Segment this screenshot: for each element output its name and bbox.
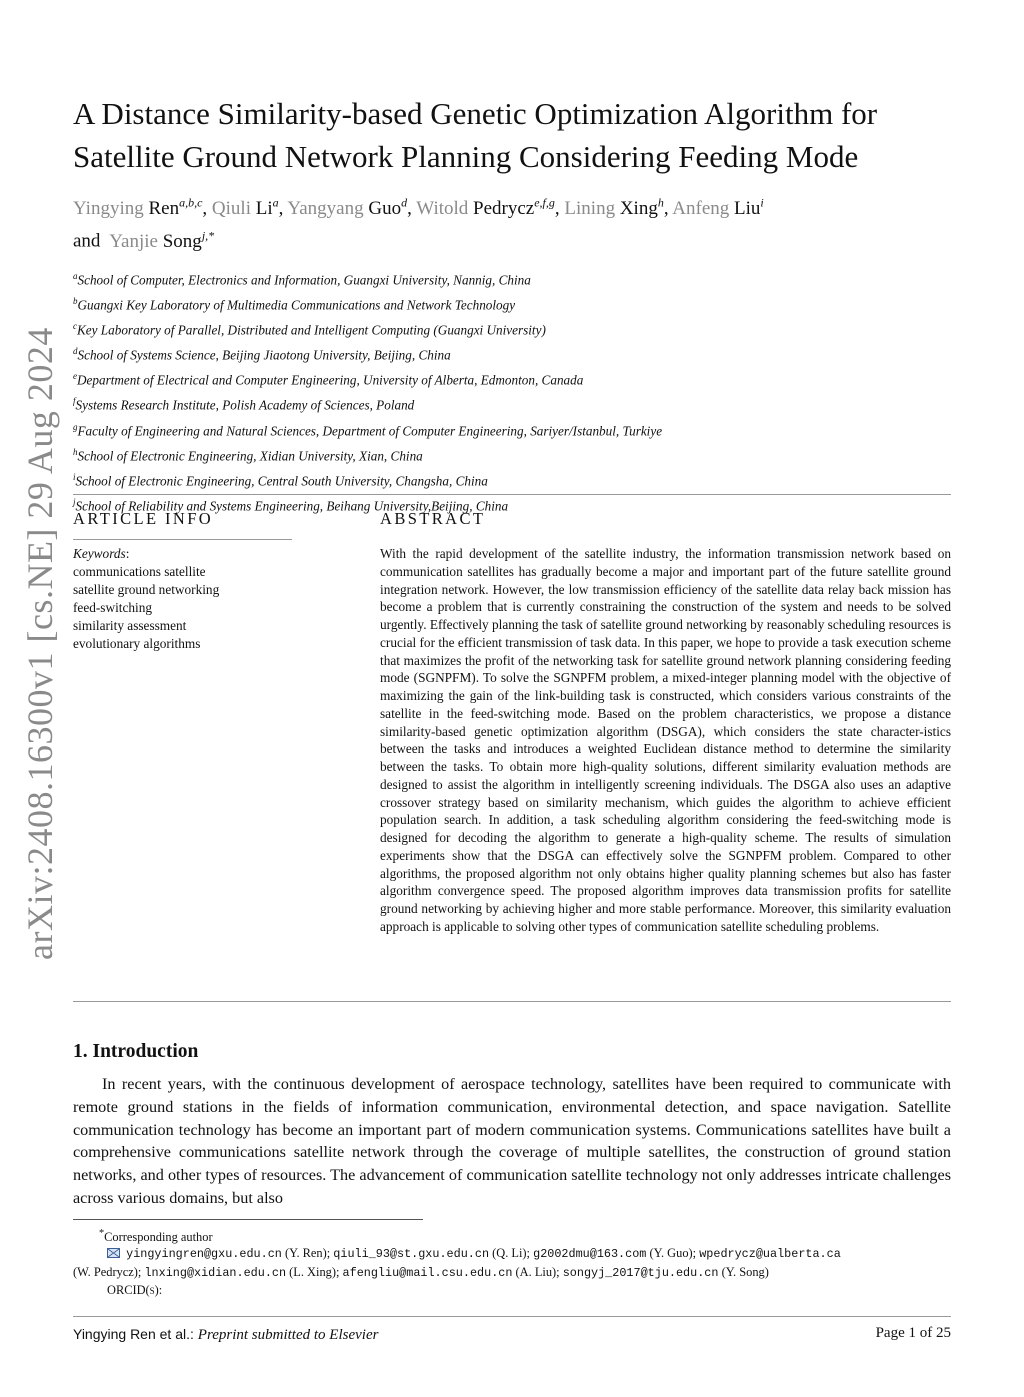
author: Yanjie Song$^{j,*}$ bbox=[109, 228, 215, 252]
divider bbox=[73, 494, 951, 495]
keywords-label: Keywords: bbox=[73, 546, 130, 561]
email-link[interactable]: qiuli_93@st.gxu.edu.cn bbox=[333, 1247, 490, 1261]
footnote-orcid: ORCID(s): bbox=[107, 1283, 163, 1297]
affiliation: $^j$School of Reliability and Systems Engineering, Beihang University,Beijing, China bbox=[73, 496, 509, 514]
divider bbox=[73, 539, 292, 540]
title-line-2: Satellite Ground Network Planning Considering Feeding Mode bbox=[73, 139, 859, 174]
affiliation-list bbox=[73, 266, 951, 517]
envelope-icon bbox=[107, 1248, 120, 1258]
abstract-heading: ABSTRACT bbox=[380, 509, 486, 528]
affiliation: $^g$Faculty of Engineering and Natural Sciences, Department of Computer Engineering, Sariyer/Istanbul, Turkiye bbox=[73, 421, 663, 438]
email-link[interactable]: lnxing@xidian.edu.cn bbox=[144, 1266, 287, 1280]
author: Yingying Ren$^{a,b,c}$, bbox=[73, 196, 212, 220]
author: Qiuli Li$^a$, bbox=[211, 196, 288, 220]
author-line-2: and Yanjie Song$^{j,*}$ bbox=[73, 228, 215, 252]
paper-title bbox=[73, 92, 951, 178]
article-info-heading: ARTICLE INFO bbox=[73, 509, 214, 528]
keyword: satellite ground networking bbox=[73, 582, 220, 597]
arxiv-sidebar-stamp: arXiv:2408.16300v1 [cs.NE] 29 Aug 2024 bbox=[20, 327, 60, 960]
affiliation: $^b$Guangxi Key Laboratory of Multimedia Communications and Network Technology bbox=[73, 296, 516, 313]
email-link[interactable]: g2002dmu@163.com bbox=[533, 1247, 647, 1261]
keyword: evolutionary algorithms bbox=[73, 636, 201, 651]
footnote-divider bbox=[73, 1219, 423, 1220]
email-link[interactable]: wpedrycz@ualberta.ca bbox=[699, 1247, 841, 1261]
keyword: communications satellite bbox=[73, 564, 206, 579]
keyword: feed-switching bbox=[73, 600, 153, 615]
affiliation: $^a$School of Computer, Electronics and Information, Guangxi University, Nannig, China bbox=[73, 271, 531, 288]
title-line-1: A Distance Similarity-based Genetic Optimization Algorithm for bbox=[73, 96, 878, 131]
author-line-1 bbox=[73, 190, 951, 222]
author: Anfeng Liu$^i$ bbox=[672, 196, 764, 220]
abstract-text: With the rapid development of the satellite industry, the information transmission network based on communication satellites has gradually become a major and important part of the future satellite ground integration network. However, the low transmission efficiency of the satellite data relay back mission has become a problem that is currently constraining the construction of the system and needs to be solved urgently. Effectively planning the task of satellite ground networking by reasonably scheduling resources is crucial for the efficient transmission of task data. In this paper, we hope to provide a task execution scheme that maximizes the profit of the networking task for satellite ground network planning considering feeding mode (SGNPFM). To solve the SGNPFM problem, a mixed-integer planning model with the objective of maximizing the gain of the link-building task is constructed, which considers various constraints of the satellite in the feed-switching mode. Based on the problem characteristics, we propose a distance similarity-based genetic optimization algorithm (DSGA), which considers the state character-istics between the tasks and introduces a weighted Euclidean distance method to determine the similarity between the tasks. To obtain more high-quality solutions, different similarity evaluation methods are designed to assist the algorithm in intelligently screening individuals. The DSGA also uses an adaptive crossover strategy based on similarity mechanism, which guides the algorithm to achieve efficient population search. In addition, a task scheduling algorithm considering the feed-switching mode is designed for decoding the algorithm to generate a high-quality scheme. The results of simulation experiments show that the DSGA can effectively solve the SGNPFM problem. Compared to other algorithms, the proposed algorithm not only obtains higher quality planning schemes but also has faster algorithm convergence speed. The proposed algorithm improves data transmission profits for satellite ground networking by achieving higher and more stable performance. Moreover, this similarity evaluation approach is applicable to solving other types of communication satellite scheduling problems. bbox=[380, 546, 952, 934]
introduction-paragraph: In recent years, with the continuous development of aerospace technology, satellites have been required to communicate with remote ground stations in the fields of information communication, environmental detection, and space navigation. Satellite communication technology has become an important part of modern communication systems. Communications satellites have built a comprehensive communications satellite network through the coverage of multiple satellites, the construction of ground station networks, and other types of resources. The advancement of communication satellite technology not only addresses intricate challenges across various domains, but also bbox=[73, 1075, 951, 1207]
divider bbox=[73, 1001, 951, 1002]
affiliation: $^h$School of Electronic Engineering, Xidian University, Xian, China bbox=[73, 446, 423, 464]
footer-divider bbox=[73, 1316, 951, 1317]
affiliation: $^c$Key Laboratory of Parallel, Distributed and Intelligent Computing (Guangxi University) bbox=[73, 321, 546, 338]
author: Yangyang Guo$^d$, bbox=[287, 196, 417, 220]
affiliation: $^e$Department of Electrical and Computer Engineering, University of Alberta, Edmonton, Canada bbox=[73, 371, 584, 388]
footnote-emails-line-2: (W. Pedrycz); lnxing@xidian.edu.cn (L. Xing); afengliu@mail.csu.edu.cn (A. Liu); songyj_2017@tju.edu.cn (Y. Song) bbox=[73, 1265, 769, 1280]
author: Witold Pedrycz$^{e,f,g}$, bbox=[416, 196, 565, 220]
footer-citation: Yingying Ren et al.: Preprint submitted to Elsevier bbox=[73, 1326, 379, 1343]
keyword: similarity assessment bbox=[73, 618, 187, 633]
email-link[interactable]: yingyingren@gxu.edu.cn bbox=[126, 1247, 282, 1261]
affiliation: $^i$School of Electronic Engineering, Central South University, Changsha, China bbox=[73, 471, 488, 489]
author: Lining Xing$^h$, bbox=[564, 196, 673, 220]
affiliation: $^d$School of Systems Science, Beijing Jiaotong University, Beijing, China bbox=[73, 346, 451, 363]
keywords-block bbox=[73, 545, 303, 653]
email-link[interactable]: songyj_2017@tju.edu.cn bbox=[562, 1266, 719, 1280]
footnote-emails-line-1: yingyingren@gxu.edu.cn (Y. Ren); qiuli_93@st.gxu.edu.cn (Q. Li); g2002dmu@163.com (Y. Guo); wpedrycz@ualberta.ca bbox=[73, 1244, 951, 1263]
footnote-corresponding: *Corresponding author bbox=[99, 1228, 213, 1245]
affiliation: $^f$Systems Research Institute, Polish Academy of Sciences, Poland bbox=[73, 396, 415, 413]
section-heading-introduction: 1. Introduction bbox=[73, 1041, 199, 1062]
email-link[interactable]: afengliu@mail.csu.edu.cn bbox=[342, 1266, 513, 1280]
author-list bbox=[73, 190, 951, 255]
page-number: Page 1 of 25 bbox=[875, 1325, 951, 1341]
